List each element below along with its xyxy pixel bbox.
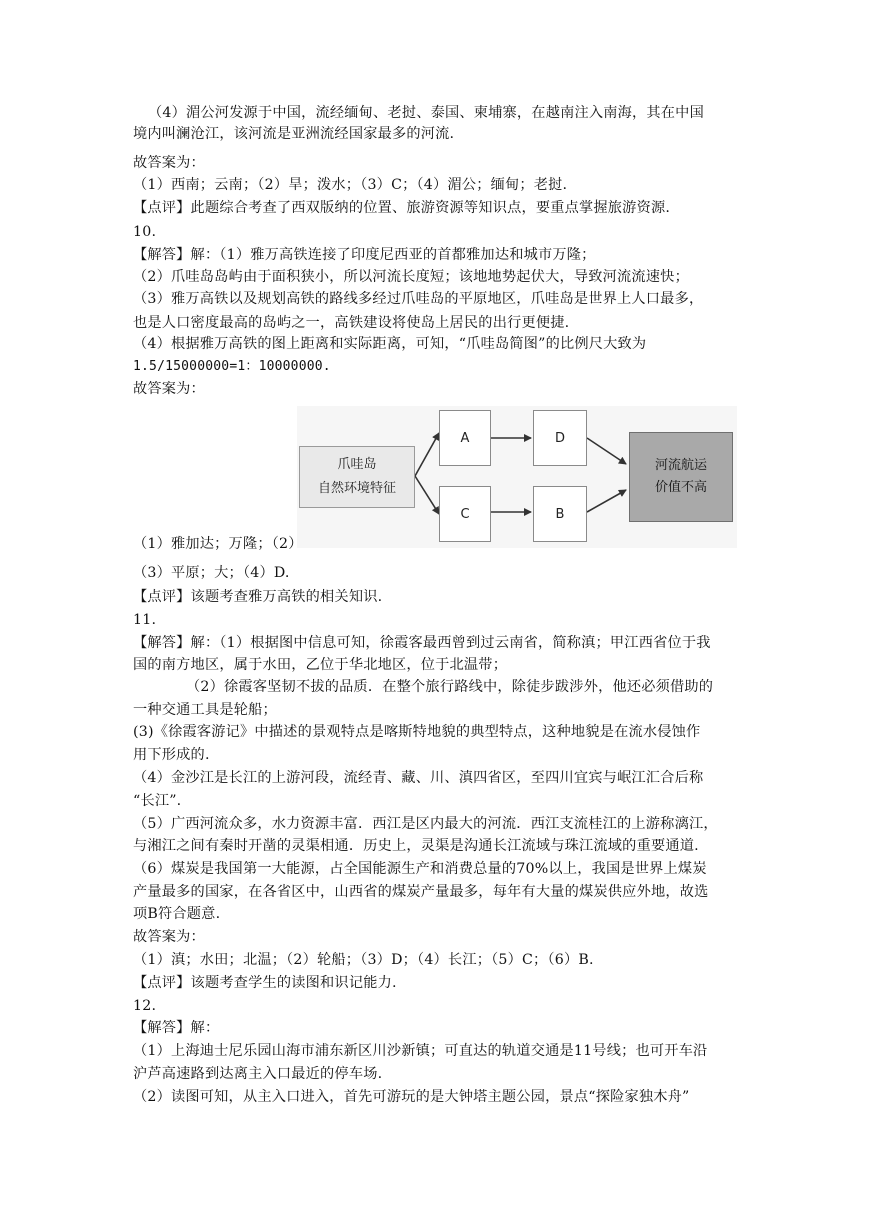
text-line: 一种交通工具是轮船；: [133, 702, 277, 718]
box-b-label: B: [555, 506, 565, 522]
text-line: 12.: [133, 998, 157, 1014]
result-box: [629, 432, 733, 522]
source-label-line1: 爪哇岛: [337, 457, 377, 472]
text-line: （1）雅加达；万隆；（2）: [133, 536, 303, 552]
text-line: （1）上海迪士尼乐园山海市浦东新区川沙新镇；可直达的轨道交通是11号线；也可开车沿: [133, 1043, 708, 1059]
text-line: 产量最多的国家，在各省区中，山西省的煤炭产量最多，每年有大量的煤炭供应外地，故选: [133, 884, 709, 900]
box-c: [439, 486, 491, 542]
text-line: 【点评】此题综合考查了西双版纳的位置、旅游资源等知识点，要重点掌握旅游资源.: [133, 200, 671, 216]
box-c-label: C: [460, 506, 470, 522]
text-line: 用下形成的.: [133, 747, 210, 763]
text-line: 项B符合题意.: [133, 906, 221, 922]
text-line: 10.: [133, 224, 157, 240]
source-label-line2: 自然环境特征: [317, 481, 396, 496]
text-line: 1.5/15000000=1：10000000.: [133, 359, 331, 374]
box-d-label: D: [554, 430, 565, 446]
result-label-line1: 河流航运: [654, 458, 707, 473]
text-line: （6）煤炭是我国第一大能源，占全国能源生产和消费总量的70%以上，我国是世界上煤炭: [133, 861, 707, 877]
flow-diagram: [297, 406, 737, 548]
result-label-line2: 价值不高: [654, 480, 707, 495]
text-line: （4）根据雅万高铁的图上距离和实际距离，可知，“爪哇岛简图”的比例尺大致为: [133, 336, 647, 352]
text-line: （2）读图可知，从主入口进入，首先可游玩的是大钟塔主题公园，景点“探险家独木舟”: [133, 1089, 690, 1105]
text-line: 沪芦高速路到达离主入口最近的停车场.: [133, 1066, 383, 1082]
box-a-label: A: [460, 430, 470, 446]
text-line: 也是人口密度最高的岛屿之一，高铁建设将使岛上居民的出行更便捷.: [133, 315, 570, 331]
text-line: “长江”.: [133, 793, 182, 809]
text-line: （1）滇；水田；北温；（2）轮船；（3）D；（4）长江；（5）C；（6）B.: [133, 952, 594, 968]
text-line: 【解答】解：: [133, 1020, 220, 1036]
box-d: [533, 410, 587, 466]
text-line: 【解答】解：（1）根据图中信息可知，徐霞客最西曾到过云南省，简称滇；甲江西省位于我: [133, 635, 711, 651]
text-line: 与湘江之间有秦时开凿的灵渠相通．历史上，灵渠是沟通长江流域与珠江流域的重要通道.: [133, 838, 699, 854]
text-line: （4）湄公河发源于中国，流经缅甸、老挝、泰国、柬埔寨，在越南注入南海，其在中国: [148, 105, 704, 121]
text-line: （2）徐霞客坚韧不拔的品质．在整个旅行路线中，除徒步跋涉外，他还必须借助的: [186, 679, 714, 695]
text-line: （1）西南；云南；（2）旱；泼水；（3）C；（4）湄公；缅甸；老挝.: [133, 177, 568, 193]
text-line: 国的南方地区，属于水田，乙位于华北地区，位于北温带；: [133, 657, 508, 673]
text-line: 故答案为：: [133, 381, 205, 397]
text-line: （5）广西河流众多，水力资源丰富．西江是区内最大的河流．西江支流桂江的上游称漓江，: [133, 816, 718, 832]
text-line: 11.: [133, 612, 157, 628]
text-line: 【解答】解：（1）雅万高铁连接了印度尼西亚的首都雅加达和城市万隆；: [133, 247, 596, 263]
text-line: 故答案为：: [133, 929, 205, 945]
text-line: 境内叫澜沧江，该河流是亚洲流经国家最多的河流.: [133, 126, 455, 142]
text-line: 【点评】该题考查学生的读图和识记能力.: [133, 975, 397, 991]
text-line: （3）雅万高铁以及规划高铁的路线多经过爪哇岛的平原地区，爪哇岛是世界上人口最多，: [133, 291, 704, 307]
text-line: （3）平原；大；（4）D.: [133, 565, 290, 581]
source-box: [299, 446, 415, 508]
text-line: (3)《徐霞客游记》中描述的景观特点是喀斯特地貌的典型特点，这种地貌是在流水侵蚀作: [133, 724, 701, 740]
text-line: （2）爪哇岛岛屿由于面积狭小，所以河流长度短；该地地势起伏大，导致河流流速快；: [133, 269, 689, 285]
text-line: （4）金沙江是长江的上游河段，流经青、藏、川、滇四省区，至四川宜宾与岷江汇合后称: [133, 770, 704, 786]
text-line: 故答案为：: [133, 155, 205, 171]
text-line: 【点评】该题考查雅万高铁的相关知识.: [133, 589, 383, 605]
box-b: [533, 486, 587, 542]
box-a: [439, 410, 491, 466]
